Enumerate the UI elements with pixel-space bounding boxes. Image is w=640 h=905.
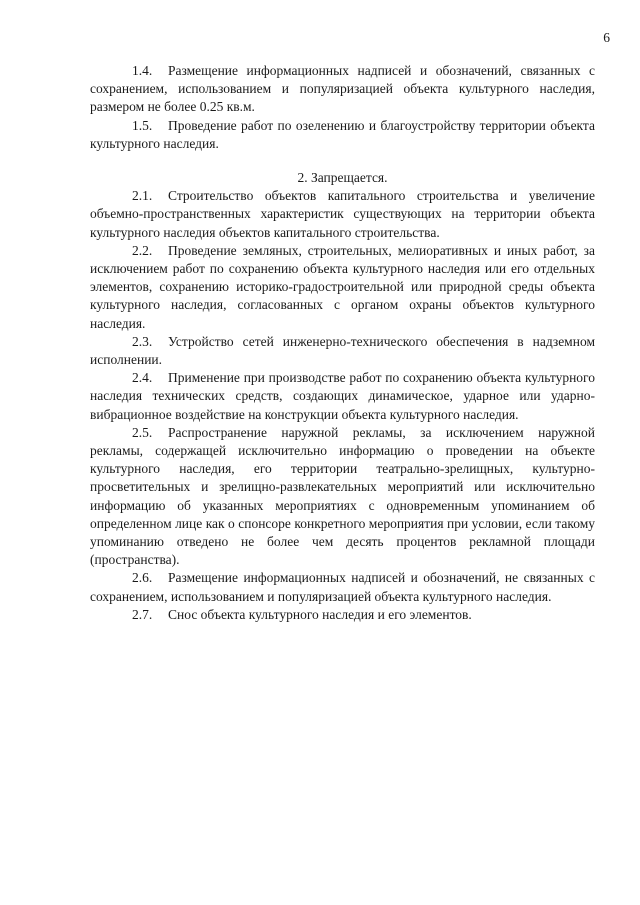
clause-number: 2.6. (132, 570, 153, 586)
clause-number: 1.5. (132, 117, 153, 133)
clause-text: Размещение информационных надписей и обозначений, связанных с сохранением, использованием и популяризацией объекта культурного наследия, размером не более 0.25 кв.м. (90, 63, 595, 115)
clause-1-5 (90, 117, 595, 153)
clause-text: Применение при производстве работ по сохранению объекта культурного наследия технических средств, создающих динамическое, ударное или ударно-вибрационное воздействие на конструкции объекта культурного наследия. (90, 370, 595, 422)
clause-number: 2.7. (132, 606, 153, 622)
clause-number: 2.2. (132, 242, 153, 258)
clause-1-4 (90, 62, 595, 117)
clause-text: Снос объекта культурного наследия и его элементов. (168, 606, 472, 622)
section-heading: 2. Запрещается. (297, 170, 388, 186)
document-body (90, 62, 595, 624)
clause-2-4 (90, 369, 595, 424)
clause-2-1 (90, 187, 595, 242)
clause-text: Проведение земляных, строительных, мелиоративных и иных работ, за исключением работ по сохранению объекта культурного наследия или его отдельных элементов, сохранению историко-градостроительной или природной среды объекта культурного наследия, согласованных с органом охраны объектов культурного наследия. (90, 242, 595, 331)
clause-2-7 (90, 606, 595, 624)
clause-2-3 (90, 333, 595, 369)
clause-2-6 (90, 569, 595, 605)
clause-text: Устройство сетей инженерно-технического обеспечения в надземном исполнении. (90, 333, 595, 368)
clause-2-2 (90, 242, 595, 333)
clause-text: Размещение информационных надписей и обозначений, не связанных с сохранением, использованием и популяризацией объекта культурного наследия. (90, 570, 595, 604)
clause-number: 2.3. (132, 333, 153, 349)
page-number: 6 (603, 30, 610, 45)
clause-number: 2.1. (132, 188, 153, 204)
clause-text: Строительство объектов капитального строительства и увеличение объемно-пространственных характеристик существующих на территории объекта культурного наследия объектов капитального строительства. (90, 188, 595, 240)
clause-2-5 (90, 424, 595, 570)
clause-number: 2.4. (132, 370, 153, 386)
clause-text: Проведение работ по озеленению и благоустройству территории объекта культурного наследия. (90, 117, 595, 151)
clause-number: 2.5. (132, 424, 153, 440)
clause-text: Распространение наружной рекламы, за исключением наружной рекламы, содержащей исключительно информацию о проведении на объекте культурного наследия, его территории театрально-зрелищных, культурно-просветительных и зрелищно-развлекательных мероприятий или исключительно информацию об указанных мероприятиях с одновременным упоминанием об определенном лице как о спонсоре конкретного мероприятия при условии, если такому упоминанию отведено не более чем десять процентов рекламной площади (пространства). (90, 424, 595, 568)
clause-number: 1.4. (132, 63, 153, 78)
